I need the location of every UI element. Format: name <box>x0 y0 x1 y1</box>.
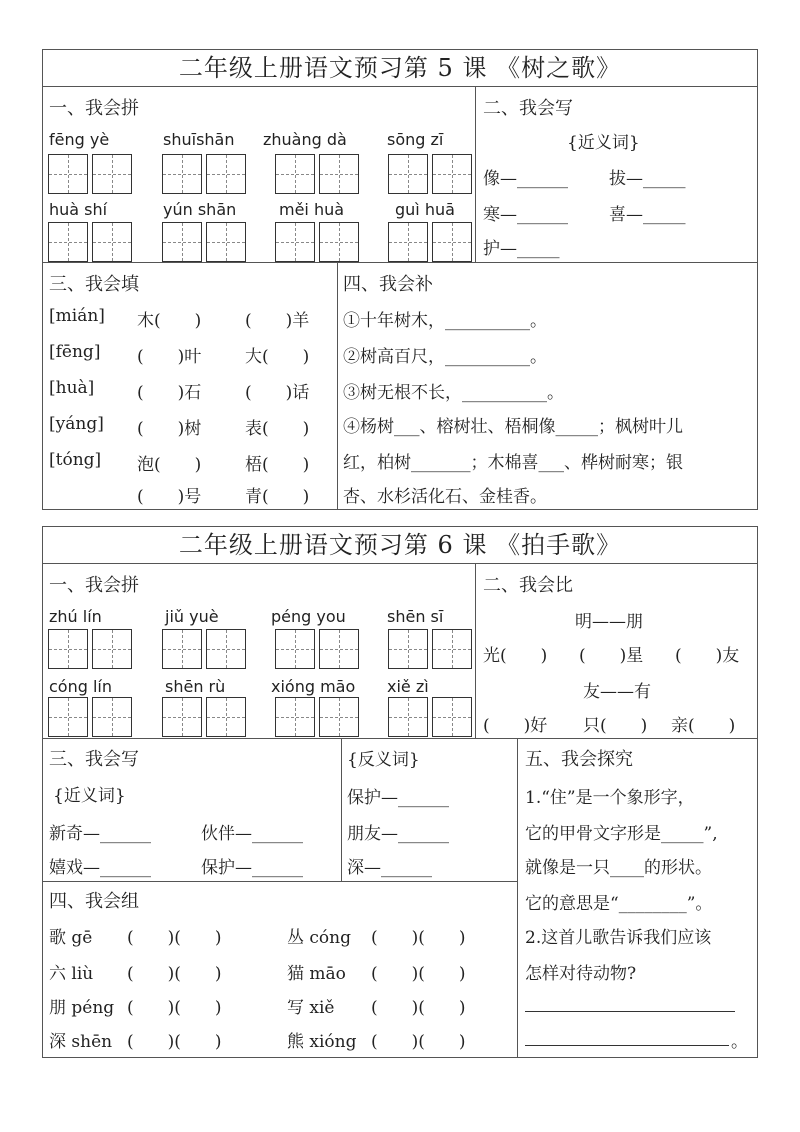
pinyin-label: péng you <box>271 607 346 626</box>
writing-box[interactable] <box>388 222 428 262</box>
fill-blank[interactable]: ( )( ) <box>127 964 222 984</box>
word-char: 六 liù <box>49 964 94 984</box>
writing-box[interactable] <box>432 697 472 737</box>
divider <box>43 262 757 263</box>
question-line: 怎样对待动物? <box>525 964 637 984</box>
word-char: 熊 xióng <box>287 1032 357 1052</box>
writing-box[interactable] <box>48 697 88 737</box>
writing-box[interactable] <box>432 629 472 669</box>
divider <box>43 881 517 882</box>
fill-blank[interactable]: ( )友 <box>675 646 740 666</box>
proverb-line[interactable]: ①十年树木，__________。 <box>343 311 547 331</box>
proverb-line: 杏、水杉活化石、金桂香。 <box>343 487 547 507</box>
fill-line[interactable]: 像—______ <box>483 169 568 189</box>
writing-box[interactable] <box>92 629 132 669</box>
fill-line[interactable]: 喜—_____ <box>609 205 686 225</box>
divider <box>475 87 476 262</box>
fill-blank[interactable]: 表( ) <box>245 419 310 439</box>
word-char: 深 shēn <box>49 1032 113 1052</box>
divider <box>337 262 338 509</box>
fill-line[interactable]: 保护—______ <box>201 858 303 878</box>
writing-box[interactable] <box>319 222 359 262</box>
word-char: 写 xiě <box>287 998 335 1018</box>
word-char: 猫 māo <box>287 964 346 984</box>
writing-box[interactable] <box>162 222 202 262</box>
pinyin-label: cóng lín <box>49 677 112 696</box>
synonym-heading: {近义词} <box>53 786 126 806</box>
writing-box[interactable] <box>92 697 132 737</box>
pinyin-bracket: [fēng] <box>49 342 101 362</box>
writing-box[interactable] <box>388 697 428 737</box>
lesson6-section4-title: 四、我会组 <box>49 891 139 912</box>
lesson6-section2-title: 二、我会比 <box>483 575 573 596</box>
fill-blank[interactable]: ( )好 <box>483 716 548 736</box>
writing-box[interactable] <box>162 697 202 737</box>
writing-box[interactable] <box>275 154 315 194</box>
writing-box[interactable] <box>432 154 472 194</box>
writing-box[interactable] <box>319 697 359 737</box>
pinyin-label: jiǔ yuè <box>165 607 219 626</box>
lesson6-section3-title: 三、我会写 <box>49 749 139 770</box>
writing-box[interactable] <box>275 629 315 669</box>
pinyin-bracket: [yáng] <box>49 414 104 434</box>
writing-box[interactable] <box>92 154 132 194</box>
fill-line[interactable]: 新奇—______ <box>49 824 151 844</box>
proverb-line[interactable]: 红，柏树_______；木棉喜___、桦树耐寒；银 <box>343 453 683 473</box>
writing-box[interactable] <box>388 154 428 194</box>
divider <box>475 564 476 738</box>
pinyin-label: shēn sī <box>387 607 444 626</box>
pinyin-bracket: [huà] <box>49 378 95 398</box>
writing-box[interactable] <box>48 222 88 262</box>
fill-blank[interactable]: ( )( ) <box>371 998 466 1018</box>
word-char: 丛 cóng <box>287 928 351 948</box>
compare-pair: 友——有 <box>583 682 651 702</box>
lesson5-section1-title: 一、我会拼 <box>49 98 139 119</box>
writing-box[interactable] <box>275 697 315 737</box>
pinyin-label: fēng yè <box>49 130 110 149</box>
pinyin-bracket: [mián] <box>49 306 105 326</box>
pinyin-label: zhú lín <box>49 607 102 626</box>
fill-blank[interactable]: ( )羊 <box>245 311 310 331</box>
fill-blank[interactable]: 木( ) <box>137 311 202 331</box>
fill-blank[interactable]: 只( ) <box>583 716 648 736</box>
pinyin-label: shuīshān <box>163 130 235 149</box>
fill-line[interactable]: 朋友—______ <box>347 824 449 844</box>
period-mark: 。 <box>731 1032 748 1052</box>
pinyin-label: xióng māo <box>271 677 356 696</box>
fill-blank[interactable]: ( )( ) <box>371 964 466 984</box>
fill-blank[interactable]: 梧( ) <box>245 455 310 475</box>
lesson5-title: 二年级上册语文预习第 5 课 《树之歌》 <box>43 50 757 87</box>
fill-blank[interactable]: ( )树 <box>137 419 202 439</box>
fill-line[interactable]: 深—______ <box>347 858 432 878</box>
question-line[interactable]: 它的甲骨文字形是_____”, <box>525 824 718 844</box>
synonym-heading: {近义词} <box>567 133 640 153</box>
pinyin-label: huà shí <box>49 200 108 219</box>
proverb-line[interactable]: ②树高百尺，__________。 <box>343 347 547 367</box>
divider <box>43 738 757 739</box>
lesson6-title: 二年级上册语文预习第 6 课 《拍手歌》 <box>43 527 757 564</box>
pinyin-label: sōng zī <box>387 130 444 149</box>
writing-box[interactable] <box>162 154 202 194</box>
fill-blank[interactable]: ( )叶 <box>137 347 202 367</box>
lesson6-section5-title: 五、我会探究 <box>525 749 633 770</box>
lesson5-card <box>42 49 758 510</box>
fill-line[interactable]: 嬉戏—______ <box>49 858 151 878</box>
compare-pair: 明——朋 <box>575 612 643 632</box>
fill-blank[interactable]: 光( ) <box>483 646 548 666</box>
fill-line[interactable]: 伙伴—______ <box>201 824 303 844</box>
writing-box[interactable] <box>162 629 202 669</box>
fill-blank[interactable]: 亲( ) <box>671 716 736 736</box>
writing-box[interactable] <box>48 154 88 194</box>
fill-blank[interactable]: ( )( ) <box>127 1032 222 1052</box>
question-line[interactable]: 就像是一只____的形状。 <box>525 858 712 878</box>
pinyin-label: guì huā <box>395 200 455 219</box>
word-char: 歌 gē <box>49 928 93 948</box>
writing-box[interactable] <box>92 222 132 262</box>
pinyin-label: zhuàng dà <box>263 130 347 149</box>
pinyin-bracket: [tóng] <box>49 450 102 470</box>
writing-box[interactable] <box>206 222 246 262</box>
fill-blank[interactable]: ( )( ) <box>371 928 466 948</box>
fill-blank[interactable]: ( )话 <box>245 383 310 403</box>
divider <box>341 738 342 881</box>
fill-line[interactable]: 寒—______ <box>483 205 568 225</box>
writing-box[interactable] <box>388 629 428 669</box>
writing-box[interactable] <box>432 222 472 262</box>
fill-blank[interactable]: ( )石 <box>137 383 202 403</box>
pinyin-label: měi huà <box>279 200 345 219</box>
fill-blank[interactable]: ( )号 <box>137 487 202 507</box>
fill-blank[interactable]: 泡( ) <box>137 455 202 475</box>
writing-box[interactable] <box>319 629 359 669</box>
writing-box[interactable] <box>319 154 359 194</box>
pinyin-label: xiě zì <box>387 677 429 696</box>
answer-line[interactable] <box>525 1031 729 1046</box>
antonym-heading: {反义词} <box>347 750 420 770</box>
lesson5-section3-title: 三、我会填 <box>49 274 139 295</box>
lesson5-section2-title: 二、我会写 <box>483 98 573 119</box>
lesson5-section4-title: 四、我会补 <box>343 274 433 295</box>
pinyin-label: yún shān <box>163 200 237 219</box>
proverb-line[interactable]: ④杨树___、榕树壮、梧桐像_____；枫树叶儿 <box>343 417 683 437</box>
lesson6-section1-title: 一、我会拼 <box>49 575 139 596</box>
writing-box[interactable] <box>206 697 246 737</box>
lesson6-card <box>42 526 758 1058</box>
fill-blank[interactable]: ( )( ) <box>127 928 222 948</box>
fill-blank[interactable]: 青( ) <box>245 487 310 507</box>
writing-box[interactable] <box>275 222 315 262</box>
question-line[interactable]: 它的意思是“________”。 <box>525 894 713 914</box>
fill-blank[interactable]: ( )( ) <box>127 998 222 1018</box>
answer-line[interactable] <box>525 997 735 1012</box>
divider <box>517 738 518 1057</box>
proverb-line[interactable]: ③树无根不长，__________。 <box>343 383 564 403</box>
fill-line[interactable]: 护—_____ <box>483 239 560 259</box>
fill-line[interactable]: 拔—_____ <box>609 169 686 189</box>
fill-blank[interactable]: ( )( ) <box>371 1032 466 1052</box>
pinyin-label: shēn rù <box>165 677 226 696</box>
writing-box[interactable] <box>48 629 88 669</box>
question-line: 1.“住”是一个象形字， <box>525 788 695 808</box>
word-char: 朋 péng <box>49 998 115 1018</box>
writing-box[interactable] <box>206 154 246 194</box>
fill-blank[interactable]: 大( ) <box>245 347 310 367</box>
fill-blank[interactable]: ( )星 <box>579 646 644 666</box>
question-line: 2.这首儿歌告诉我们应该 <box>525 928 712 948</box>
fill-line[interactable]: 保护—______ <box>347 788 449 808</box>
writing-box[interactable] <box>206 629 246 669</box>
